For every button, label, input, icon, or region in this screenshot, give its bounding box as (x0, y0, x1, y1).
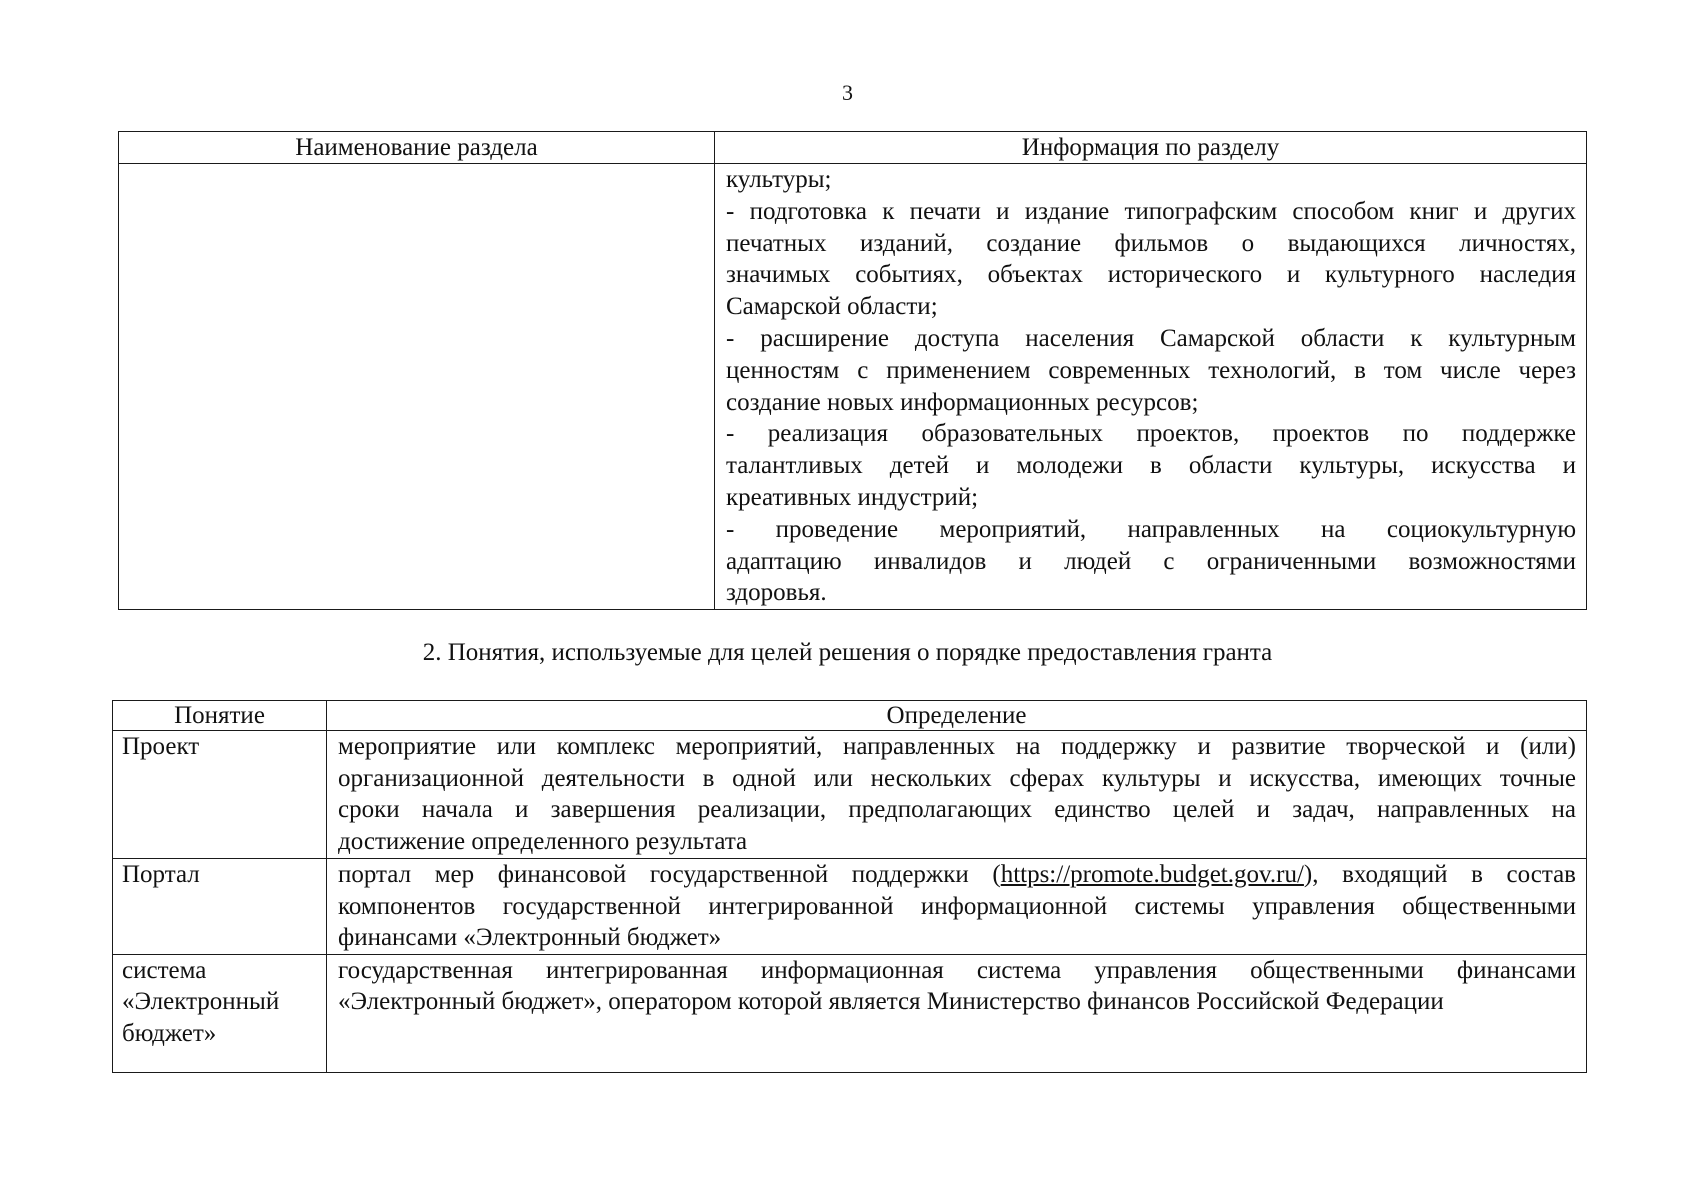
definition-line (338, 859, 1576, 891)
info-line: - реализация образовательных проектов, проектов по поддержке (726, 420, 1576, 448)
info-line: здоровья. (726, 579, 827, 607)
definition-cell (327, 859, 1587, 955)
definition-line: финансами «Электронный бюджет» (338, 924, 722, 951)
table-row (113, 859, 1587, 955)
info-line: Самарской области; (726, 293, 938, 321)
info-line: значимых событиях, объектах исторического и культурного наследия (726, 261, 1576, 289)
definition-text: портал мер финансовой государственной поддержки ( (338, 861, 1001, 888)
definition-line: сроки начала и завершения реализации, предполагающих единство целей и задач, направленных на (338, 796, 1576, 823)
header-section-name: Наименование раздела (119, 132, 715, 164)
header-definition: Определение (327, 701, 1587, 731)
term-cell (113, 954, 327, 1072)
info-line: ценностям с применением современных технологий, в том числе через (726, 356, 1576, 384)
section-heading: 2. Понятия, используемые для целей решения о порядке предоставления гранта (422, 639, 1273, 666)
definition-line: организационной деятельности в одной или нескольких сферах культуры и искусства, имеющих точные (338, 764, 1576, 792)
definition-text: ), входящий в состав (1303, 861, 1576, 888)
info-line: культуры; (726, 166, 832, 193)
term-line: бюджет» (122, 1019, 217, 1047)
term-line: система (122, 956, 207, 984)
table-header-row (113, 701, 1587, 731)
page-number: 3 (842, 80, 853, 105)
info-line: талантливых детей и молодежи в области культуры, искусства и (726, 452, 1576, 480)
info-line: - подготовка к печати и издание типографским способом книг и других (726, 197, 1576, 225)
definition-line: государственная интегрированная информационная система управления общественными финансами (338, 956, 1576, 984)
table-row (113, 731, 1587, 859)
term-cell: Проект (113, 731, 327, 859)
section-info-cell (715, 164, 1587, 610)
info-line: - проведение мероприятий, направленных на социокультурную (726, 515, 1576, 543)
definition-line: мероприятие или комплекс мероприятий, направленных на поддержку и развитие творческой и (или) (338, 733, 1576, 760)
header-section-info: Информация по разделу (715, 132, 1587, 164)
definitions-table (112, 700, 1587, 1073)
definition-line: достижение определенного результата (338, 827, 748, 855)
info-line: - расширение доступа населения Самарской области к культурным (726, 324, 1576, 352)
header-term: Понятие (113, 701, 327, 731)
portal-link[interactable]: https://promote.budget.gov.ru/ (1000, 861, 1304, 888)
definition-cell (327, 954, 1587, 1072)
section-info-table (118, 131, 1587, 610)
definition-line: компонентов государственной интегрированной информационной системы управления общественными (338, 892, 1576, 920)
info-line: создание новых информационных ресурсов; (726, 388, 1199, 416)
term-line: «Электронный (122, 988, 280, 1015)
table-row (119, 164, 1587, 610)
term-cell: Портал (113, 859, 327, 955)
section-name-cell (119, 164, 715, 610)
info-line: креативных индустрий; (726, 483, 979, 511)
table-row (113, 954, 1587, 1072)
definition-line: «Электронный бюджет», оператором которой является Министерство финансов Российской Федерации (338, 988, 1444, 1015)
info-line: адаптацию инвалидов и людей с ограниченными возможностями (726, 547, 1576, 575)
definition-cell (327, 731, 1587, 859)
table-header-row (119, 132, 1587, 164)
info-line: печатных изданий, создание фильмов о выдающихся личностях, (726, 229, 1576, 257)
